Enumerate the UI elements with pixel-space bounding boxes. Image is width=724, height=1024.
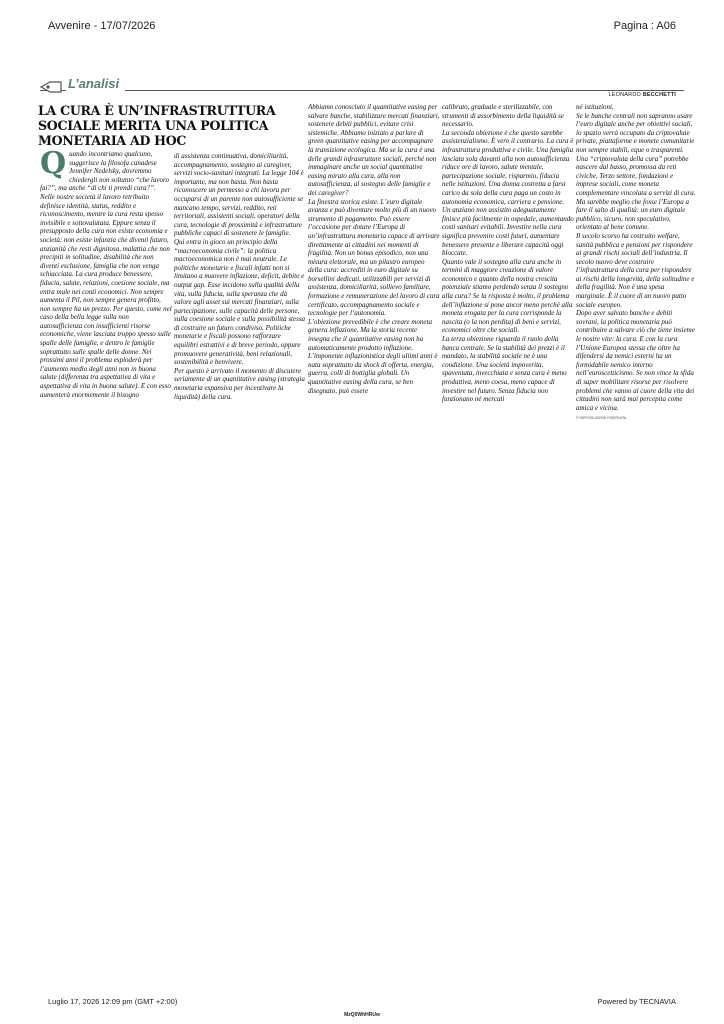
footer-powered-by: Powered by TECNAVIA (597, 997, 676, 1006)
article-column-1 (40, 146, 172, 399)
article-paragraph: Il secolo scorso ha costruito welfare, sanità pubblica e pensioni per rispondere ai grandi rischi sociali dell’industria. Il secolo nuovo deve costruire l’infrastruttura della cura per rispondere ai rischi della longevità, della solitudine e della fragilità. Non è una spesa marginale. È il cuore di un nuovo patto sociale europeo. (576, 231, 695, 309)
article-column-5 (576, 103, 696, 423)
author-first-name: LEONARDO (608, 92, 641, 98)
byline (609, 92, 676, 98)
section-label: L’analisi (66, 76, 125, 91)
article-text: uando incontriamo qualcuno, suggerisce la filosofa canadese Jennifer Nedelsky, dovremmo chiedergli non soltanto “che lavoro fai?”, ma anche “di chi ti prendi cura?”. Nelle nostre società il lavoro retribuito definisce identità, status, reddito e riconoscimento, mentre la cura resta spesso invisibile e sottovalutata. Eppure senza il presupposto della cura non esiste economia e società: non esiste infanzia che diventi futuro, anzianità che resti dignitosa, malattia che non precipiti in solitudine, disabilità che non diventi esclusione, famiglia che non venga schiacciata. La cura produce benessere, fiducia, salute, relazioni, coesione sociale, ma entra male nei conti economici. Non sempre aumenta il Pil, non sempre genera profitto, non sempre ha un prezzo. Per questo, come nel caso della bella legge sulla non autosufficienza con insufficienti risorse economiche, viene lasciata troppo spesso sulle spalle delle famiglie, e dentro le famiglie soprattutto sulle spalle delle donne. Nei prossimi anni il problema esploderà per l’aumento medio degli anni non in buona salute (differenza tra aspettativa di vita e aspettativa di vita in buona salute). E con esso aumenterà enormemente il bisogno (40, 150, 172, 399)
edition-date: Avvenire - 17/07/2026 (48, 20, 156, 32)
drop-cap: Q (40, 146, 67, 181)
article-paragraph: calibrato, graduale e sterilizzabile, con strumenti di assorbimento della liquidità se necessario. (442, 103, 564, 129)
article-paragraph: Dopo aver salvato banche e debiti sovrani, la politica monetaria può contribuire a salvare ciò che tiene insieme le nostre vite: la cura. E con la cura l’Unione Europea stessa che oltre ha difendersi da nemici esterni ha un formidabile nemico interno nell’euroscetticismo. Se non vince la sfida di saper mobilitare risorse per risolvere problemi che vanno al cuore della vita dei cittadini non sarà mai percepita come amica e vicina. (576, 309, 695, 412)
article-paragraph: L’obiezione prevedibile è che creare moneta genera inflazione. Ma la storia recente insegna che il quantitative easing non ha automaticamente prodotto inflazione. L’imponente inflazionistica degli ultimi anni è nata soprattutto da shock di offerta, energia, guerra, colli di bottiglia globali. Un quantitative easing della cura, se ben disegnato, può essere (308, 317, 438, 395)
pen-nib-icon (40, 80, 62, 94)
article-paragraph: La seconda obiezione è che questo sarebbe assistenzialismo. È vero il contrario. La cura è infrastruttura produttiva e civile. Una famiglia lasciata sola davanti alla non autosufficienza riduce ore di lavoro, salute mentale, partecipazione sociale, risparmio, fiducia nelle istituzioni. Una donna costretta a farsi carico da sola della cura paga un costo in autonomia economica, carriera e pensione. Un anziano non assistito adeguatamente finisce più facilmente in ospedale, aumentando costi sanitari evitabili. Investire nella cura significa prevenire costi futuri, aumentare benessere presente e liberare capacità oggi bloccate. (442, 128, 574, 258)
article-paragraph (40, 146, 172, 399)
author-last-name: BECCHETTI (642, 92, 676, 98)
article-paragraph: Qui entra in gioco un principio della “macroeconomia civile”: la politica macroeconomica non è mai neutrale. Le politiche monetarie e fiscali infatti non si limitano a muovere inflazione, deficit, debito e output gap. Esse incidono sulla qualità della vita, sulla fiducia, sulla speranza che dà valore agli asset sui mercati finanziari, sulla partecipazione, sulle capacità delle persone, sulla coesione sociale e sulla possibilità stessa di costruire un futuro condiviso. Politiche monetarie e fiscali possono rafforzare equilibri estrattivi e di breve periodo, oppure promuovere generatività, beni relazionali, sostenibilità e benvivere. (174, 237, 306, 367)
article-paragraph: Abbiamo conosciuto il quantitative easing per salvare banche, stabilizzare mercati finanziari, sostenere debiti pubblici, evitare crisi sistemiche. Abbiamo iniziato a parlare di green quantitative easing per accompagnare la transizione ecologica. Ma se la cura è una delle grandi infrastrutture sociali, perché non immaginare anche un social quantitative easing mirato alla cura, alla non autosufficienza, al sostegno delle famiglie e dei caregiver? (308, 103, 440, 197)
section-rule (40, 90, 684, 91)
article-column-2 (174, 152, 306, 401)
footer-code: MzQ0WhHRUw (344, 1012, 380, 1018)
article-paragraph: né istituzioni. (576, 103, 614, 111)
footer-timestamp: Luglio 17, 2026 12:09 pm (GMT +2:00) (48, 997, 178, 1006)
article-paragraph: di assistenza continuativa, domiciliarità, accompagnamento, sostegno ai caregiver, servizi socio-sanitari integrati. La legge 104 è importante, ma non basta. Non basta riconoscere un permesso a chi lavora per occuparsi di un parente non autosufficiente se mancano tempo, servizi, reddito, reti territoriali, assistenti sociali, operatori della cura, tecnologie di prossimità e infrastrutture pubbliche capaci di sostenere le famiglie. (174, 152, 304, 238)
article-column-3 (308, 103, 440, 395)
article-headline: LA CURA È UN’INFRASTRUTTURA SOCIALE MERITA UNA POLITICA MONETARIA AD HOC (38, 103, 276, 148)
article-column-4 (442, 103, 574, 404)
copyright-notice: © RIPRODUZIONE RISERVATA (576, 416, 627, 421)
article-paragraph: Quanto vale il sostegno alla cura anche in termini di maggiore creazione di valore economico e quanto della nostra crescita potenziale stiamo perdendo senza il sostegno alla cura? Se la risposta è molto, il problema dell’inflazione si pone ancor meno perché alla moneta erogata per la cura corrisponde la nascita (o la non perdita) di beni e servizi, economici oltre che sociali. (442, 257, 573, 335)
article-paragraph: Per questo è arrivato il momento di discutere seriamente di un quantitative easing (strategia monetaria espansiva per incentivare la liquidità) della cura. (174, 366, 305, 401)
article-paragraph: La terza obiezione riguarda il ruolo della banca centrale. Se la stabilità dei prezzi è il mandato, la stabilità sociale ne è una condizione. Una società impoverita, spaventata, invecchiata e senza cura è meno produttiva, meno coesa, meno capace di investire nel futuro. Senza fiducia non funzionano né mercati (442, 335, 567, 404)
article-paragraph: Se le banche centrali non sapranno usare l’euro digitale anche per obiettivi sociali, lo spazio verrà occupato da criptovalute private, piattaforme e monete comunitarie non sempre stabili, eque o trasparenti. Una “criptovaluta della cura” potrebbe nascere dal basso, promossa da reti civiche, Terzo settore, fondazioni e imprese sociali, come moneta complementare vincolata a servizi di cura. Ma sarebbe meglio che fosse l’Europa a fare il salto di qualità: un euro digitale pubblico, sicuro, non speculativo, orientato al bene comune. (576, 111, 696, 232)
section-bar (40, 78, 684, 96)
page-number: Pagina : A06 (613, 20, 676, 32)
article-paragraph: La finestra storica esiste. L’euro digitale avanza e può diventare molto più di un nuovo strumento di pagamento. Può essere l’occasione per dotare l’Europa di un’infrastruttura monetaria capace di arrivare direttamente ai cittadini nei momenti di fragilità. Non un bonus episodico, non una misura elettorale, ma un pilastro europeo della cura: accrediti in euro digitale su borsellini dedicati, utilizzabili per servizi di assistenza, domiciliarità, sollievo familiare, formazione e remunerazione del lavoro di cura certificato, accompagnamento sociale e tecnologie per l’autonomia. (308, 197, 440, 318)
